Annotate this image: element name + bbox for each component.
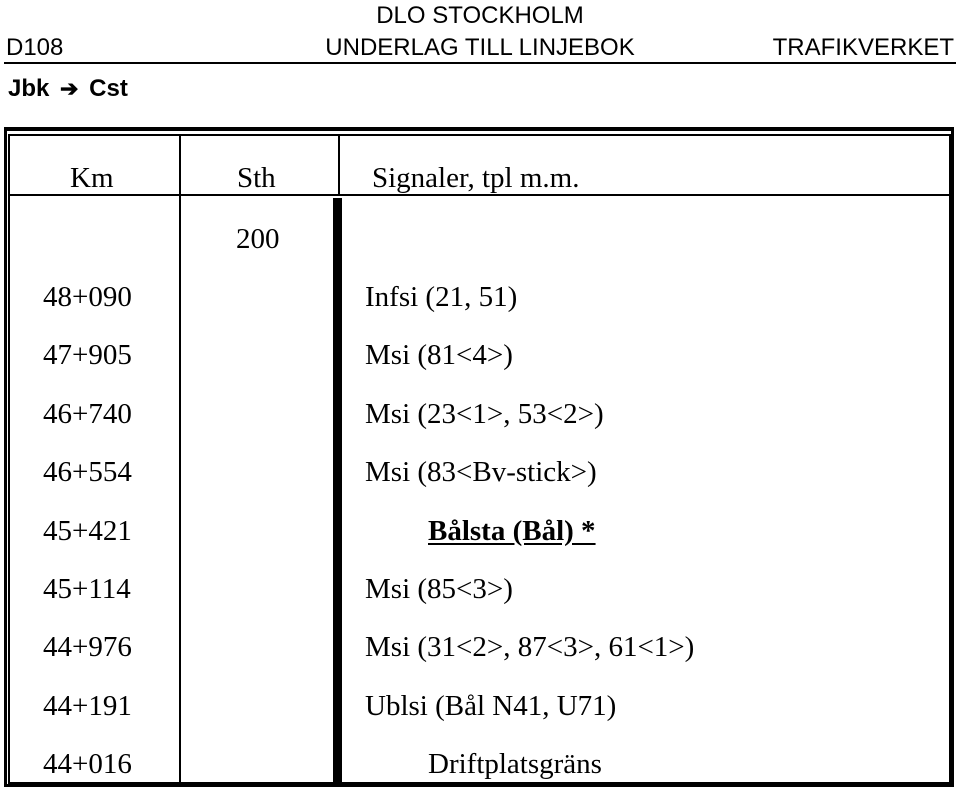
column-divider-km bbox=[179, 134, 181, 784]
column-header-signals: Signaler, tpl m.m. bbox=[372, 162, 580, 194]
signal-cell: Ublsi (Bål N41, U71) bbox=[365, 690, 617, 722]
document-subtitle: UNDERLAG TILL LINJEBOK bbox=[325, 34, 635, 61]
km-cell: 46+740 bbox=[43, 398, 132, 430]
km-cell: 48+090 bbox=[43, 281, 132, 313]
header-rule bbox=[4, 62, 956, 64]
column-header-sth: Sth bbox=[237, 162, 276, 194]
organization-name: TRAFIKVERKET bbox=[772, 34, 954, 61]
km-cell: 45+114 bbox=[43, 573, 131, 605]
speed-value: 200 bbox=[236, 223, 280, 255]
table-header-rule bbox=[8, 194, 951, 196]
route-from: Jbk bbox=[8, 75, 50, 102]
table-inner-border-left bbox=[8, 134, 10, 784]
km-cell: 45+421 bbox=[43, 515, 132, 547]
column-header-km: Km bbox=[70, 162, 114, 194]
table-inner-border-top bbox=[8, 134, 951, 136]
document-title: DLO STOCKHOLM bbox=[376, 2, 584, 29]
document-code: D108 bbox=[6, 34, 64, 61]
route-to: Cst bbox=[89, 75, 128, 102]
km-cell: 46+554 bbox=[43, 456, 132, 488]
km-cell: 44+191 bbox=[43, 690, 132, 722]
signal-cell: Msi (31<2>, 87<3>, 61<1>) bbox=[365, 631, 695, 663]
table-inner-border-right bbox=[949, 134, 951, 784]
right-arrow-icon: ➔ bbox=[60, 76, 79, 101]
route-label bbox=[8, 75, 128, 103]
column-divider-sth bbox=[338, 134, 340, 194]
km-cell: 47+905 bbox=[43, 339, 132, 371]
km-cell: 44+976 bbox=[43, 631, 132, 663]
signal-cell: Infsi (21, 51) bbox=[365, 281, 518, 313]
track-line bbox=[333, 198, 342, 784]
station-name: Bålsta (Bål) * bbox=[428, 515, 596, 547]
boundary-label: Driftplatsgräns bbox=[428, 748, 602, 780]
table-inner-border-bottom bbox=[8, 782, 951, 784]
signal-cell: Msi (81<4>) bbox=[365, 339, 513, 371]
signal-cell: Msi (85<3>) bbox=[365, 573, 513, 605]
signal-cell: Msi (23<1>, 53<2>) bbox=[365, 398, 604, 430]
signal-cell: Msi (83<Bv-stick>) bbox=[365, 456, 597, 488]
km-cell: 44+016 bbox=[43, 748, 132, 780]
